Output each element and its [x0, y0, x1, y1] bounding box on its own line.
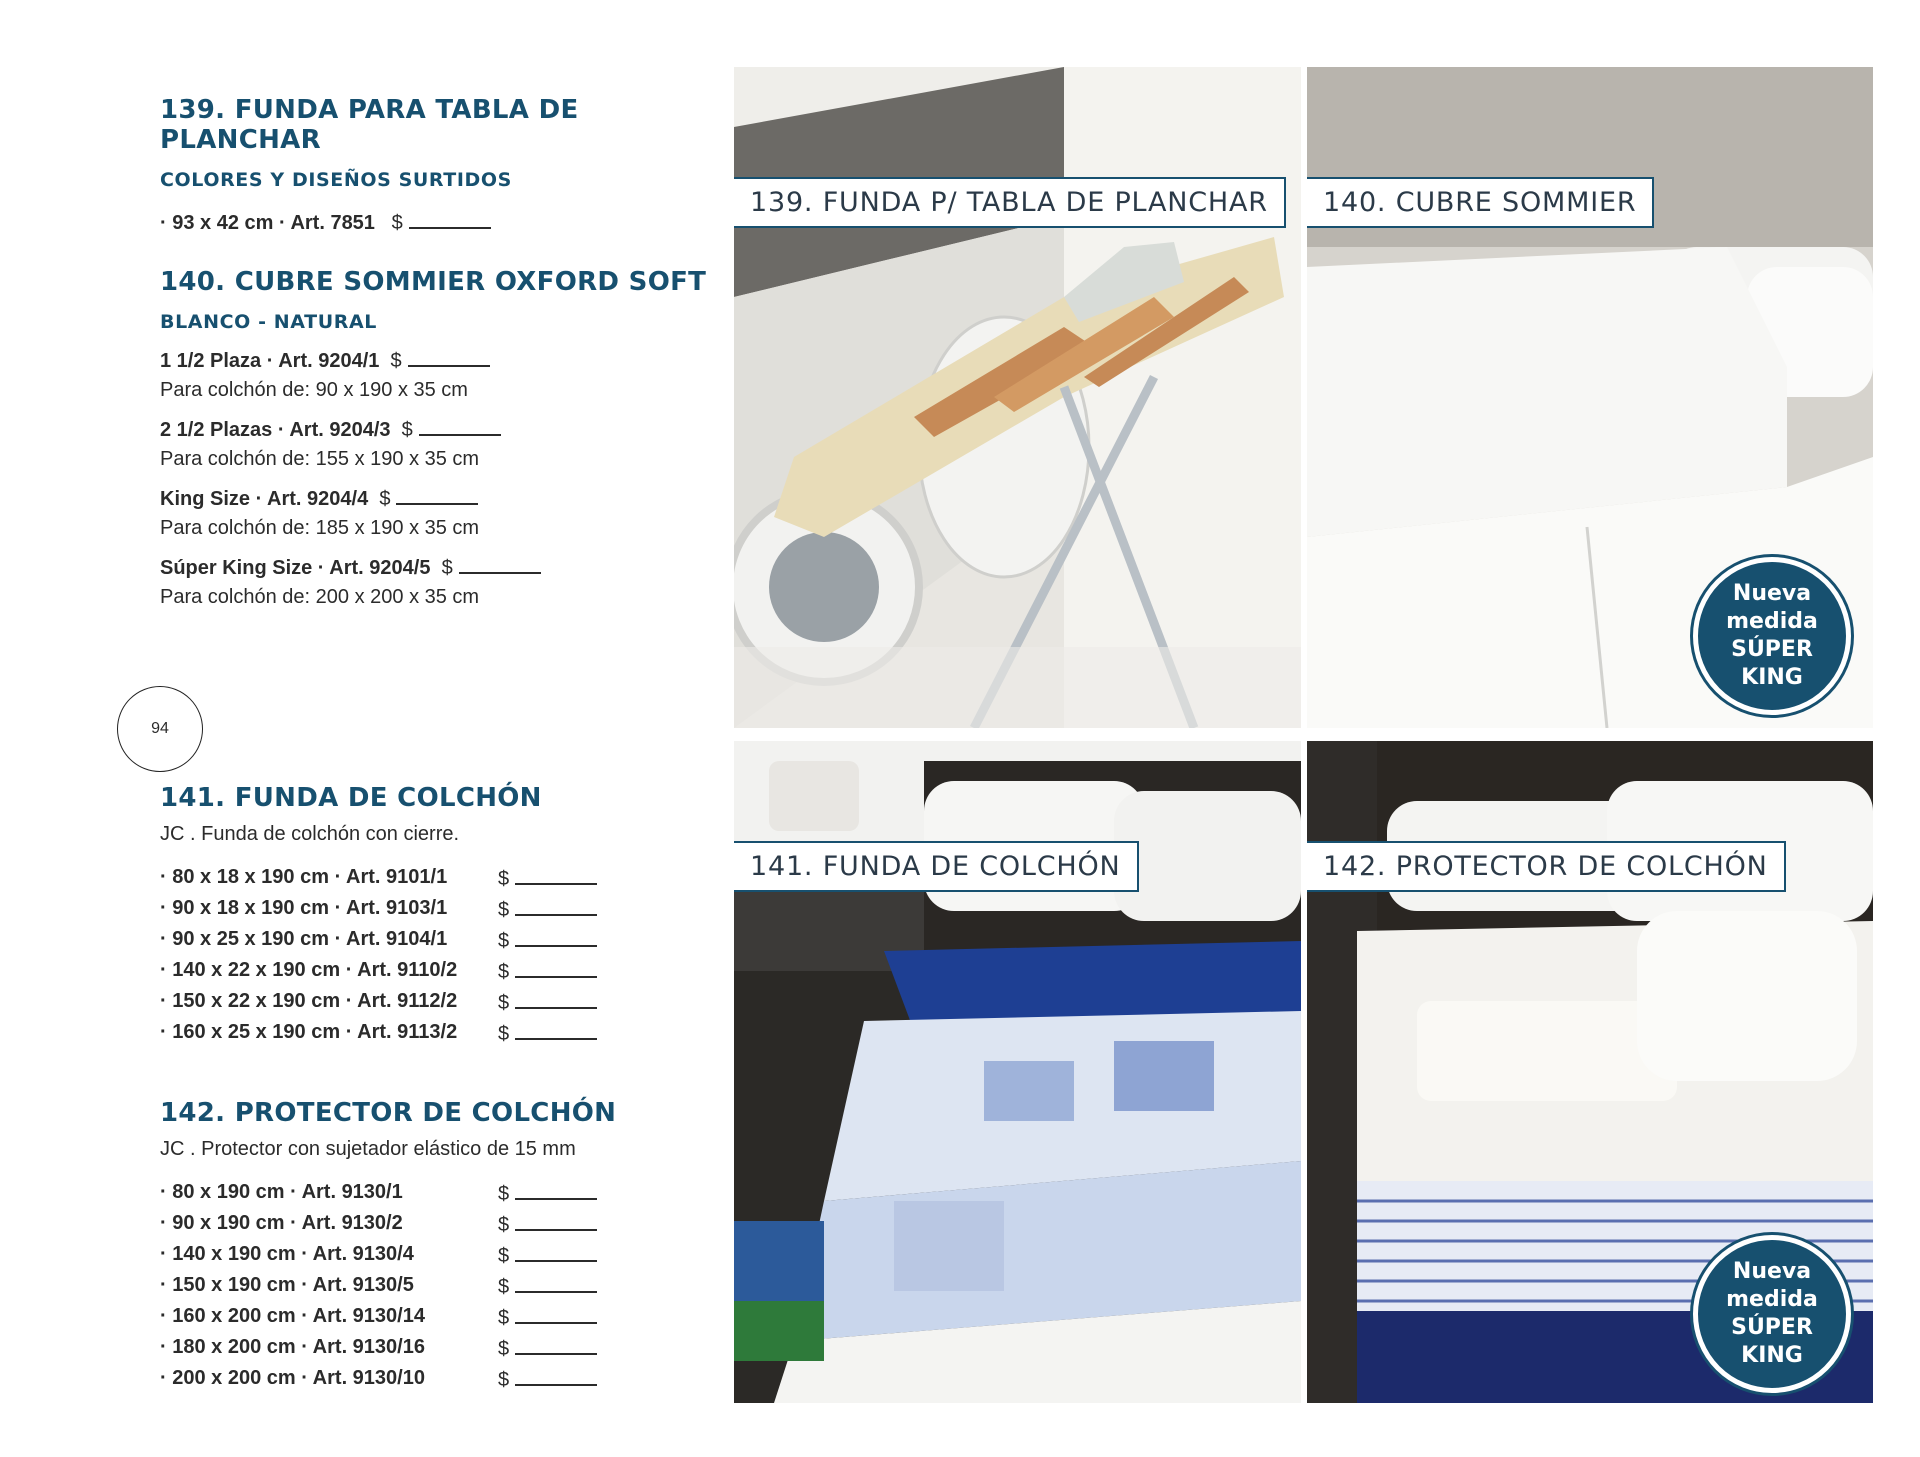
- price-blank: [515, 1304, 597, 1324]
- list-item: [160, 1208, 720, 1239]
- list-item: [160, 1177, 720, 1208]
- size-article: · 160 x 200 cm · Art. 9130/14: [160, 1305, 425, 1327]
- list-item: [160, 1301, 720, 1332]
- list-item: [160, 1239, 720, 1270]
- currency: $: [390, 350, 402, 372]
- badge-line: medida: [1726, 1287, 1818, 1312]
- product-139: [160, 95, 720, 235]
- size-article: · 140 x 22 x 190 cm · Art. 9110/2: [160, 959, 458, 981]
- currency: $: [498, 867, 510, 890]
- currency: $: [498, 1182, 510, 1205]
- product-title: 140. CUBRE SOMMIER OXFORD SOFT: [160, 267, 707, 297]
- size-article: King Size · Art. 9204/4: [160, 488, 369, 510]
- price-blank: [459, 554, 541, 574]
- list-item: [160, 986, 720, 1017]
- page-number: 94: [117, 686, 203, 772]
- badge-line: Nueva: [1732, 1259, 1812, 1284]
- price-blank: [515, 1020, 597, 1040]
- currency: $: [401, 419, 413, 441]
- size-article: · 93 x 42 cm · Art. 7851: [160, 212, 375, 234]
- list-item: [160, 924, 720, 955]
- mattress-size-note: Para colchón de: 155 x 190 x 35 cm: [160, 448, 480, 470]
- size-article: 2 1/2 Plazas · Art. 9204/3: [160, 419, 391, 441]
- price-line: [160, 416, 720, 442]
- product-description: JC . Protector con sujetador elástico de 15 mm: [160, 1138, 576, 1160]
- price-field: [498, 1020, 597, 1046]
- currency: $: [498, 991, 510, 1014]
- product-title: 142. PROTECTOR DE COLCHÓN: [160, 1098, 617, 1128]
- price-blank: [515, 927, 597, 947]
- price-field: [498, 896, 597, 922]
- price-blank: [515, 1211, 597, 1231]
- photo-caption: 140. CUBRE SOMMIER: [1307, 177, 1654, 228]
- mattress-size-note: Para colchón de: 90 x 190 x 35 cm: [160, 379, 468, 401]
- price-line: [160, 485, 720, 511]
- currency: $: [498, 1275, 510, 1298]
- price-blank: [515, 958, 597, 978]
- price-blank: [515, 896, 597, 916]
- product-description: JC . Funda de colchón con cierre.: [160, 823, 460, 845]
- size-article: · 90 x 18 x 190 cm · Art. 9103/1: [160, 897, 448, 919]
- product-subtitle: COLORES Y DISEÑOS SURTIDOS: [160, 169, 512, 191]
- product-140: [160, 267, 720, 609]
- list-item: [160, 893, 720, 924]
- currency: $: [391, 212, 403, 234]
- currency: $: [498, 1213, 510, 1236]
- mattress-size-note: Para colchón de: 200 x 200 x 35 cm: [160, 586, 480, 608]
- price-blank: [409, 209, 491, 229]
- currency: $: [498, 929, 510, 952]
- list-item: [160, 1332, 720, 1363]
- new-size-badge: [1693, 557, 1851, 715]
- photo-mattress-cover: [734, 741, 1301, 1403]
- currency: $: [498, 1244, 510, 1267]
- size-article: · 160 x 25 x 190 cm · Art. 9113/2: [160, 1021, 458, 1043]
- product-141: [160, 783, 720, 1048]
- price-blank: [515, 1242, 597, 1262]
- price-blank: [515, 1366, 597, 1386]
- price-field: [498, 927, 597, 953]
- mattress-size-note: Para colchón de: 185 x 190 x 35 cm: [160, 517, 480, 539]
- badge-line: SÚPER: [1731, 637, 1813, 662]
- price-field: [498, 958, 597, 984]
- product-title: 139. FUNDA PARA TABLA DE PLANCHAR: [160, 95, 579, 155]
- photo-caption: 142. PROTECTOR DE COLCHÓN: [1307, 841, 1786, 892]
- badge-line: SÚPER: [1731, 1315, 1813, 1340]
- price-field: [498, 1335, 597, 1361]
- size-article: · 140 x 190 cm · Art. 9130/4: [160, 1243, 414, 1265]
- size-article: · 80 x 190 cm · Art. 9130/1: [160, 1181, 403, 1203]
- price-field: [498, 1180, 597, 1206]
- size-article: · 150 x 190 cm · Art. 9130/5: [160, 1274, 414, 1296]
- price-blank: [419, 416, 501, 436]
- currency: $: [498, 1022, 510, 1045]
- product-142: [160, 1098, 720, 1394]
- price-line: [160, 347, 720, 373]
- price-blank: [515, 1273, 597, 1293]
- currency: $: [498, 898, 510, 921]
- badge-line: KING: [1741, 1343, 1803, 1368]
- photo-mattress-protector: [1307, 741, 1873, 1403]
- price-blank: [515, 1335, 597, 1355]
- price-blank: [515, 989, 597, 1009]
- price-field: [498, 1304, 597, 1330]
- badge-line: medida: [1726, 609, 1818, 634]
- list-item: [160, 955, 720, 986]
- currency: $: [498, 1306, 510, 1329]
- size-article: Súper King Size · Art. 9204/5: [160, 557, 431, 579]
- price-blank: [515, 1180, 597, 1200]
- size-article: · 90 x 25 x 190 cm · Art. 9104/1: [160, 928, 448, 950]
- price-field: [498, 1242, 597, 1268]
- photo-caption: 139. FUNDA P/ TABLA DE PLANCHAR: [734, 177, 1286, 228]
- product-title: 141. FUNDA DE COLCHÓN: [160, 783, 542, 813]
- list-item: [160, 1017, 720, 1048]
- list-item: [160, 1270, 720, 1301]
- price-field: [498, 1366, 597, 1392]
- price-field: [498, 989, 597, 1015]
- size-article: · 80 x 18 x 190 cm · Art. 9101/1: [160, 866, 448, 888]
- ironing-board-image: [734, 67, 1301, 728]
- currency: $: [441, 557, 453, 579]
- size-article: · 150 x 22 x 190 cm · Art. 9112/2: [160, 990, 458, 1012]
- list-item: [160, 1363, 720, 1394]
- list-item: [160, 862, 720, 893]
- price-line: [160, 554, 720, 580]
- currency: $: [379, 488, 391, 510]
- new-size-badge: [1693, 1235, 1851, 1393]
- price-line: [160, 209, 720, 235]
- price-field: [498, 865, 597, 891]
- badge-line: Nueva: [1732, 581, 1812, 606]
- badge-line: KING: [1741, 665, 1803, 690]
- price-blank: [408, 347, 490, 367]
- size-article: · 180 x 200 cm · Art. 9130/16: [160, 1336, 425, 1358]
- photo-sommier: [1307, 67, 1873, 728]
- size-article: · 200 x 200 cm · Art. 9130/10: [160, 1367, 425, 1389]
- photo-caption: 141. FUNDA DE COLCHÓN: [734, 841, 1139, 892]
- currency: $: [498, 960, 510, 983]
- price-blank: [396, 485, 478, 505]
- currency: $: [498, 1337, 510, 1360]
- size-article: 1 1/2 Plaza · Art. 9204/1: [160, 350, 380, 372]
- price-blank: [515, 865, 597, 885]
- photo-ironing-board: [734, 67, 1301, 728]
- price-field: [498, 1211, 597, 1237]
- size-article: · 90 x 190 cm · Art. 9130/2: [160, 1212, 403, 1234]
- price-field: [498, 1273, 597, 1299]
- product-subtitle: BLANCO - NATURAL: [160, 311, 377, 333]
- currency: $: [498, 1368, 510, 1391]
